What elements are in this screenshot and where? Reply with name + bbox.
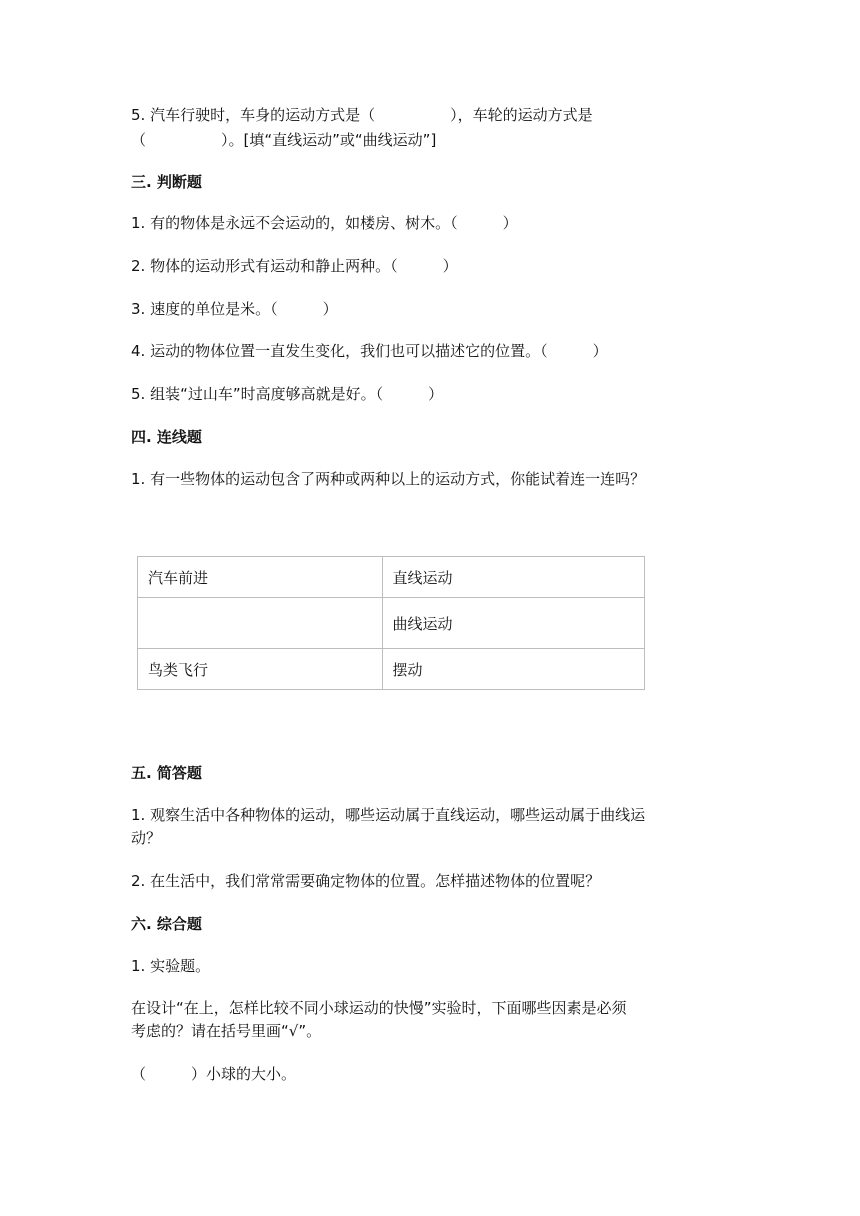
judge-item-3: 3. 速度的单位是米。（ ） — [131, 300, 338, 318]
section-3-title: 三. 判断题 — [131, 173, 202, 191]
short-answer-1-line2: 动？ — [131, 829, 162, 847]
matching-question: 1. 有一些物体的运动包含了两种或两种以上的运动方式，你能试着连一连吗？ — [131, 470, 646, 488]
table-cell: 鸟类飞行 — [138, 649, 383, 690]
table-cell: 曲线运动 — [382, 598, 644, 649]
table-cell: 摆动 — [382, 649, 644, 690]
section-5-title: 五. 简答题 — [131, 764, 202, 782]
matching-table — [137, 556, 645, 690]
judge-item-4: 4. 运动的物体位置一直发生变化，我们也可以描述它的位置。（ ） — [131, 342, 608, 360]
judge-item-2: 2. 物体的运动形式有运动和静止两种。（ ） — [131, 257, 458, 275]
table-cell: 直线运动 — [382, 557, 644, 598]
judge-item-1: 1. 有的物体是永远不会运动的，如楼房、树木。（ ） — [131, 214, 518, 232]
table-cell — [138, 598, 383, 649]
table-row — [138, 649, 645, 690]
table-row — [138, 598, 645, 649]
experiment-desc-line2: 考虑的？请在括号里画“√”。 — [131, 1022, 322, 1040]
section-6-title: 六. 综合题 — [131, 915, 202, 933]
comprehensive-q1: 1. 实验题。 — [131, 957, 211, 975]
table-row — [138, 557, 645, 598]
section-4-title: 四. 连线题 — [131, 428, 202, 446]
fill-question-5-line1: 5. 汽车行驶时，车身的运动方式是（ ），车轮的运动方式是 — [131, 106, 593, 124]
short-answer-2: 2. 在生活中，我们常常需要确定物体的位置。怎样描述物体的位置呢？ — [131, 872, 601, 890]
table-cell: 汽车前进 — [138, 557, 383, 598]
fill-question-5-line2: （ ）。[填“直线运动”或“曲线运动”] — [131, 131, 437, 149]
judge-item-5: 5. 组装“过山车”时高度够高就是好。（ ） — [131, 385, 444, 403]
experiment-desc-line1: 在设计“在上，怎样比较不同小球运动的快慢”实验时，下面哪些因素是必须 — [131, 999, 627, 1017]
short-answer-1-line1: 1. 观察生活中各种物体的运动，哪些运动属于直线运动，哪些运动属于曲线运 — [131, 806, 646, 824]
experiment-option-1: （ ）小球的大小。 — [131, 1065, 297, 1083]
